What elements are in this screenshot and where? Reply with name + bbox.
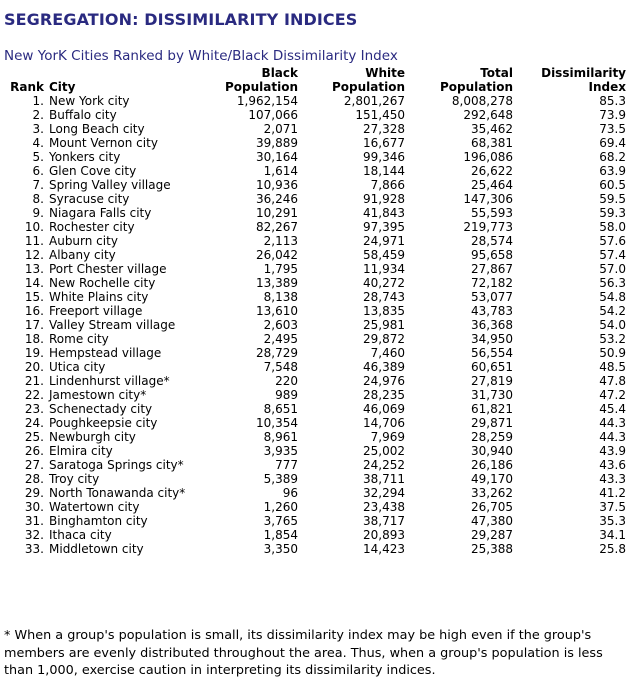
black-population-cell: 26,042	[256, 248, 298, 262]
city-cell: Valley Stream village	[49, 318, 176, 332]
black-population-cell: 1,260	[263, 500, 298, 514]
total-population-cell: 196,086	[463, 150, 513, 164]
rank-cell: 3.	[32, 122, 44, 136]
black-population-cell: 2,071	[263, 122, 298, 136]
dissimilarity-index-cell: 48.5	[599, 360, 626, 374]
rank-cell: 7.	[32, 178, 44, 192]
rank-cell: 26.	[24, 444, 44, 458]
rank-cell: 30.	[24, 500, 44, 514]
black-population-cell: 96	[282, 486, 298, 500]
dissimilarity-index-cell: 53.2	[599, 332, 626, 346]
rank-cell: 6.	[32, 164, 44, 178]
black-population-cell: 8,138	[263, 290, 298, 304]
white-population-cell: 27,328	[363, 122, 405, 136]
rank-cell: 24.	[24, 416, 44, 430]
table-row	[4, 388, 626, 402]
city-cell: Jamestown city*	[49, 388, 147, 402]
city-cell: New York city	[49, 94, 130, 108]
total-population-cell: 219,773	[463, 220, 513, 234]
total-population-cell: 34,950	[471, 332, 513, 346]
rank-cell: 4.	[32, 136, 44, 150]
city-cell: Newburgh city	[49, 430, 136, 444]
white-population-cell: 24,976	[363, 374, 405, 388]
total-population-cell: 292,648	[463, 108, 513, 122]
table-row	[4, 500, 626, 514]
white-population-cell: 46,389	[363, 360, 405, 374]
rank-cell: 8.	[32, 192, 44, 206]
dissimilarity-index-cell: 56.3	[599, 276, 626, 290]
rank-cell: 29.	[24, 486, 44, 500]
total-population-cell: 27,819	[471, 374, 513, 388]
city-cell: Watertown city	[49, 500, 140, 514]
table-row	[4, 94, 626, 108]
black-population-cell: 777	[275, 458, 298, 472]
dissimilarity-index-cell: 69.4	[599, 136, 626, 150]
header-white-population: White Population	[331, 66, 405, 94]
table-row	[4, 360, 626, 374]
dissimilarity-index-cell: 60.5	[599, 178, 626, 192]
total-population-cell: 31,730	[471, 388, 513, 402]
city-cell: Saratoga Springs city*	[49, 458, 184, 472]
rank-cell: 10.	[24, 220, 44, 234]
rank-cell: 12.	[24, 248, 44, 262]
black-population-cell: 1,962,154	[236, 94, 298, 108]
dissimilarity-index-cell: 85.3	[599, 94, 626, 108]
dissimilarity-index-cell: 73.9	[599, 108, 626, 122]
total-population-cell: 43,783	[471, 304, 513, 318]
dissimilarity-index-cell: 57.0	[599, 262, 626, 276]
city-cell: Mount Vernon city	[49, 136, 158, 150]
total-population-cell: 26,705	[471, 500, 513, 514]
header-rank: Rank	[10, 80, 44, 94]
total-population-cell: 27,867	[471, 262, 513, 276]
table-row	[4, 430, 626, 444]
rank-cell: 22.	[24, 388, 44, 402]
black-population-cell: 82,267	[256, 220, 298, 234]
table-row	[4, 178, 626, 192]
white-population-cell: 99,346	[363, 150, 405, 164]
white-population-cell: 16,677	[363, 136, 405, 150]
city-cell: Port Chester village	[49, 262, 167, 276]
black-population-cell: 1,854	[263, 528, 298, 542]
city-cell: Spring Valley village	[49, 178, 171, 192]
white-population-cell: 28,743	[363, 290, 405, 304]
black-population-cell: 30,164	[256, 150, 298, 164]
black-population-cell: 10,291	[256, 206, 298, 220]
white-population-cell: 91,928	[363, 192, 405, 206]
white-population-cell: 13,835	[363, 304, 405, 318]
dissimilarity-index-cell: 50.9	[599, 346, 626, 360]
city-cell: Yonkers city	[49, 150, 121, 164]
dissimilarity-index-cell: 25.8	[599, 542, 626, 556]
white-population-cell: 97,395	[363, 220, 405, 234]
city-cell: Ithaca city	[49, 528, 112, 542]
city-cell: Rome city	[49, 332, 109, 346]
table-row	[4, 108, 626, 122]
rank-cell: 20.	[24, 360, 44, 374]
rank-cell: 16.	[24, 304, 44, 318]
dissimilarity-table	[4, 66, 626, 556]
rank-cell: 28.	[24, 472, 44, 486]
footnote: * When a group's population is small, its dissimilarity index may be high even if the group's members are evenly distributed throughout the area. Thus, when a group's population is less than 1,000, exercise caution in interpreting its dissimilarity indices.	[4, 628, 603, 678]
rank-cell: 31.	[24, 514, 44, 528]
city-cell: White Plains city	[49, 290, 149, 304]
table-row	[4, 444, 626, 458]
dissimilarity-index-cell: 63.9	[599, 164, 626, 178]
table-row	[4, 486, 626, 500]
dissimilarity-index-cell: 44.3	[599, 416, 626, 430]
city-cell: Troy city	[49, 472, 100, 486]
total-population-cell: 147,306	[463, 192, 513, 206]
city-cell: Syracuse city	[49, 192, 130, 206]
white-population-cell: 11,934	[363, 262, 405, 276]
total-population-cell: 25,464	[471, 178, 513, 192]
table-row	[4, 220, 626, 234]
rank-cell: 9.	[32, 206, 44, 220]
dissimilarity-index-cell: 35.3	[599, 514, 626, 528]
city-cell: Niagara Falls city	[49, 206, 152, 220]
dissimilarity-index-cell: 54.2	[599, 304, 626, 318]
city-cell: Schenectady city	[49, 402, 153, 416]
black-population-cell: 107,066	[248, 108, 298, 122]
total-population-cell: 26,186	[471, 458, 513, 472]
black-population-cell: 8,961	[263, 430, 298, 444]
table-row	[4, 542, 626, 556]
rank-cell: 33.	[24, 542, 44, 556]
white-population-cell: 32,294	[363, 486, 405, 500]
city-cell: Buffalo city	[49, 108, 117, 122]
dissimilarity-index-cell: 47.2	[599, 388, 626, 402]
white-population-cell: 41,843	[363, 206, 405, 220]
dissimilarity-index-cell: 44.3	[599, 430, 626, 444]
total-population-cell: 53,077	[471, 290, 513, 304]
dissimilarity-index-cell: 57.4	[599, 248, 626, 262]
table-row	[4, 318, 626, 332]
total-population-cell: 30,940	[471, 444, 513, 458]
total-population-cell: 29,287	[471, 528, 513, 542]
white-population-cell: 25,002	[363, 444, 405, 458]
total-population-cell: 72,182	[471, 276, 513, 290]
black-population-cell: 2,495	[263, 332, 298, 346]
rank-cell: 25.	[24, 430, 44, 444]
city-cell: Glen Cove city	[49, 164, 137, 178]
total-population-cell: 55,593	[471, 206, 513, 220]
black-population-cell: 1,614	[263, 164, 298, 178]
city-cell: Elmira city	[49, 444, 113, 458]
rank-cell: 18.	[24, 332, 44, 346]
city-cell: Albany city	[49, 248, 116, 262]
black-population-cell: 7,548	[263, 360, 298, 374]
city-cell: North Tonawanda city*	[49, 486, 186, 500]
dissimilarity-index-cell: 41.2	[599, 486, 626, 500]
white-population-cell: 46,069	[363, 402, 405, 416]
black-population-cell: 13,610	[256, 304, 298, 318]
black-population-cell: 39,889	[256, 136, 298, 150]
rank-cell: 5.	[32, 150, 44, 164]
black-population-cell: 5,389	[263, 472, 298, 486]
dissimilarity-index-cell: 59.3	[599, 206, 626, 220]
table-row	[4, 248, 626, 262]
black-population-cell: 989	[275, 388, 298, 402]
white-population-cell: 24,252	[363, 458, 405, 472]
rank-cell: 23.	[24, 402, 44, 416]
total-population-cell: 68,381	[471, 136, 513, 150]
rank-cell: 19.	[24, 346, 44, 360]
white-population-cell: 28,235	[363, 388, 405, 402]
white-population-cell: 23,438	[363, 500, 405, 514]
total-population-cell: 49,170	[471, 472, 513, 486]
table-body	[4, 94, 626, 556]
black-population-cell: 36,246	[256, 192, 298, 206]
table-subtitle: New YorK Cities Ranked by White/Black Dissimilarity Index	[4, 48, 398, 64]
black-population-cell: 2,603	[263, 318, 298, 332]
white-population-cell: 29,872	[363, 332, 405, 346]
city-cell: Binghamton city	[49, 514, 148, 528]
city-cell: Lindenhurst village*	[49, 374, 170, 388]
total-population-cell: 28,259	[471, 430, 513, 444]
city-cell: Rochester city	[49, 220, 135, 234]
dissimilarity-index-cell: 43.9	[599, 444, 626, 458]
black-population-cell: 10,354	[256, 416, 298, 430]
table-row	[4, 304, 626, 318]
black-population-cell: 10,936	[256, 178, 298, 192]
rank-cell: 17.	[24, 318, 44, 332]
table-row	[4, 514, 626, 528]
total-population-cell: 35,462	[471, 122, 513, 136]
white-population-cell: 7,969	[370, 430, 405, 444]
dissimilarity-index-cell: 47.8	[599, 374, 626, 388]
white-population-cell: 38,711	[363, 472, 405, 486]
header-black-population: Black Population	[224, 66, 298, 94]
city-cell: Auburn city	[49, 234, 118, 248]
rank-cell: 2.	[32, 108, 44, 122]
header-row	[4, 66, 626, 94]
dissimilarity-index-cell: 34.1	[599, 528, 626, 542]
dissimilarity-index-cell: 37.5	[599, 500, 626, 514]
white-population-cell: 25,981	[363, 318, 405, 332]
table-row	[4, 206, 626, 220]
city-cell: Poughkeepsie city	[49, 416, 158, 430]
dissimilarity-index-cell: 68.2	[599, 150, 626, 164]
table-row	[4, 290, 626, 304]
page-title: SEGREGATION: DISSIMILARITY INDICES	[4, 10, 358, 29]
white-population-cell: 7,460	[370, 346, 405, 360]
table-row	[4, 346, 626, 360]
rank-cell: 27.	[24, 458, 44, 472]
table-row	[4, 234, 626, 248]
city-cell: Freeport village	[49, 304, 143, 318]
rank-cell: 15.	[24, 290, 44, 304]
city-cell: New Rochelle city	[49, 276, 156, 290]
table-row	[4, 136, 626, 150]
table-row	[4, 276, 626, 290]
table-row	[4, 150, 626, 164]
dissimilarity-index-cell: 45.4	[599, 402, 626, 416]
table-row	[4, 332, 626, 346]
white-population-cell: 2,801,267	[343, 94, 405, 108]
black-population-cell: 1,795	[263, 262, 298, 276]
rank-cell: 21.	[24, 374, 44, 388]
city-cell: Utica city	[49, 360, 106, 374]
white-population-cell: 38,717	[363, 514, 405, 528]
black-population-cell: 3,350	[263, 542, 298, 556]
table-row	[4, 458, 626, 472]
header-total-population: Total Population	[439, 66, 513, 94]
white-population-cell: 24,971	[363, 234, 405, 248]
table-row	[4, 528, 626, 542]
dissimilarity-index-cell: 43.3	[599, 472, 626, 486]
table-row	[4, 192, 626, 206]
header-city: City	[49, 80, 76, 94]
rank-cell: 13.	[24, 262, 44, 276]
table-row	[4, 164, 626, 178]
dissimilarity-index-cell: 58.0	[599, 220, 626, 234]
total-population-cell: 28,574	[471, 234, 513, 248]
black-population-cell: 3,935	[263, 444, 298, 458]
dissimilarity-index-cell: 43.6	[599, 458, 626, 472]
black-population-cell: 220	[275, 374, 298, 388]
white-population-cell: 58,459	[363, 248, 405, 262]
total-population-cell: 33,262	[471, 486, 513, 500]
rank-cell: 1.	[32, 94, 44, 108]
black-population-cell: 28,729	[256, 346, 298, 360]
white-population-cell: 14,423	[363, 542, 405, 556]
white-population-cell: 14,706	[363, 416, 405, 430]
table-row	[4, 262, 626, 276]
rank-cell: 32.	[24, 528, 44, 542]
total-population-cell: 29,871	[471, 416, 513, 430]
dissimilarity-index-cell: 57.6	[599, 234, 626, 248]
city-cell: Middletown city	[49, 542, 144, 556]
table-row	[4, 402, 626, 416]
rank-cell: 11.	[24, 234, 44, 248]
total-population-cell: 26,622	[471, 164, 513, 178]
black-population-cell: 8,651	[263, 402, 298, 416]
table-row	[4, 416, 626, 430]
total-population-cell: 56,554	[471, 346, 513, 360]
black-population-cell: 3,765	[263, 514, 298, 528]
table-row	[4, 472, 626, 486]
table-row	[4, 122, 626, 136]
rank-cell: 14.	[24, 276, 44, 290]
total-population-cell: 25,388	[471, 542, 513, 556]
black-population-cell: 13,389	[256, 276, 298, 290]
total-population-cell: 8,008,278	[451, 94, 513, 108]
white-population-cell: 20,893	[363, 528, 405, 542]
dissimilarity-index-cell: 73.5	[599, 122, 626, 136]
dissimilarity-index-cell: 54.0	[599, 318, 626, 332]
black-population-cell: 2,113	[263, 234, 298, 248]
white-population-cell: 40,272	[363, 276, 405, 290]
total-population-cell: 47,380	[471, 514, 513, 528]
city-cell: Long Beach city	[49, 122, 145, 136]
dissimilarity-index-cell: 54.8	[599, 290, 626, 304]
table-row	[4, 374, 626, 388]
total-population-cell: 60,651	[471, 360, 513, 374]
total-population-cell: 61,821	[471, 402, 513, 416]
header-dissimilarity-index: Dissimilarity Index	[541, 66, 626, 94]
total-population-cell: 95,658	[471, 248, 513, 262]
white-population-cell: 18,144	[363, 164, 405, 178]
city-cell: Hempstead village	[49, 346, 162, 360]
total-population-cell: 36,368	[471, 318, 513, 332]
white-population-cell: 151,450	[355, 108, 405, 122]
white-population-cell: 7,866	[370, 178, 405, 192]
dissimilarity-index-cell: 59.5	[599, 192, 626, 206]
